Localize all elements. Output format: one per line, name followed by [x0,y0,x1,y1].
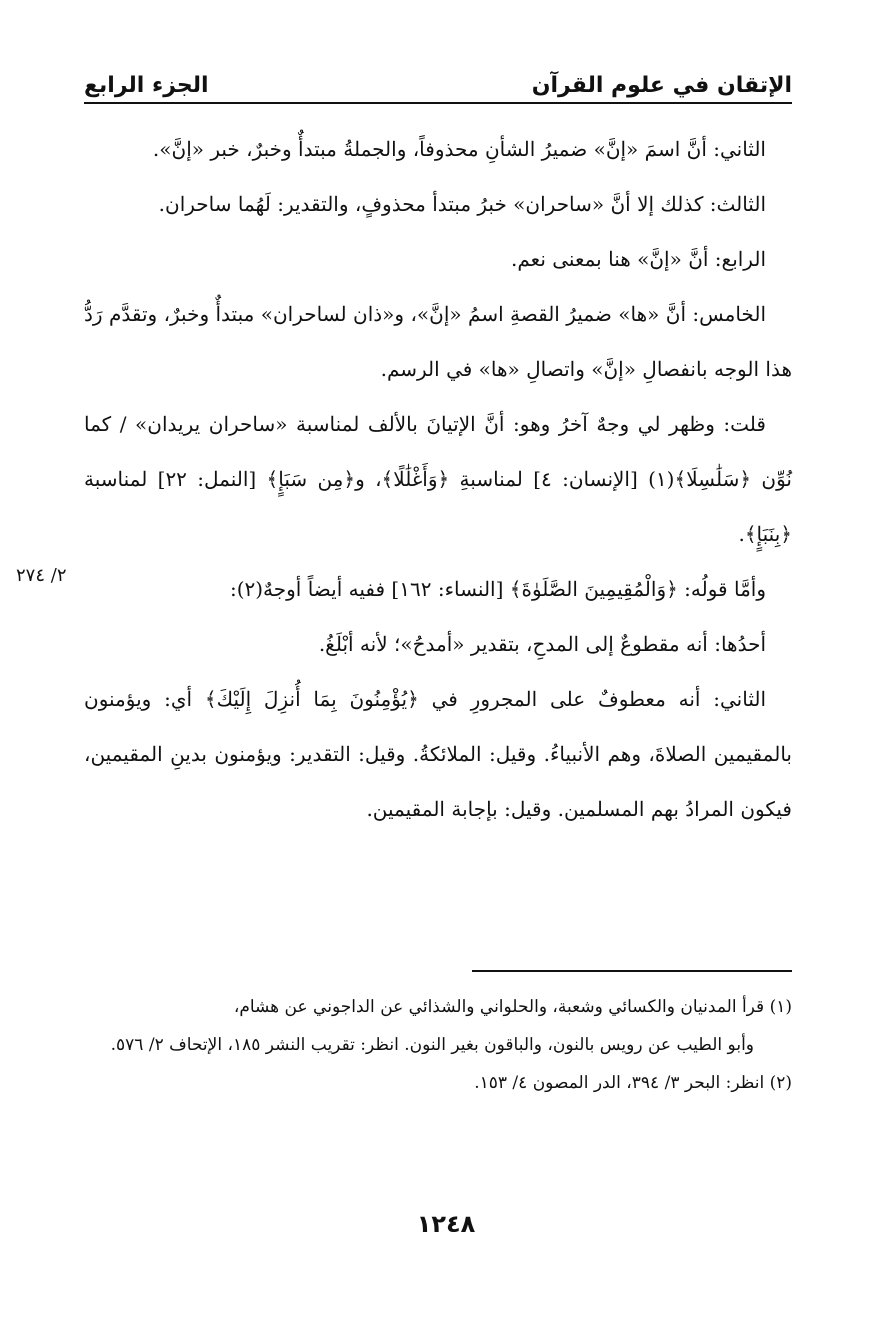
paragraph-5th-opinion: الخامس: أنَّ «ها» ضميرُ القصةِ اسمُ «إنَّ»، و«ذان لساحران» مبتدأٌ وخبرٌ، وتقدَّم رَدُّ هذا الوجه بانفصالِ «إنَّ» واتصالِ «ها» في الرسم. [84,302,792,381]
paragraph-muqimin: وأمَّا قولُه: ﴿وَالْمُقِيمِينَ الصَّلَوٰةَ﴾ [النساء: ١٦٢] ففيه أيضاً أوجهٌ(٢): [229,577,766,601]
paragraph-2nd-opinion: الثاني: أنَّ اسمَ «إنَّ» ضميرُ الشأنِ محذوفاً، والجملةُ مبتدأٌ وخبرٌ، خبر «إنَّ». [152,137,766,161]
paragraph-first-aspect: أحدُها: أنه مقطوعٌ إلى المدحِ، بتقدير «أمدحُ»؛ لأنه أبْلَغُ. [318,632,766,656]
paragraph-3rd-opinion: الثالث: كذلك إلا أنَّ «ساحران» خبرُ مبتدأ محذوفٍ، والتقدير: لَهُما ساحران. [158,192,766,216]
footnote-1-first-line: (١) قرأ المدنيان والكسائي وشعبة، والحلواني والشذائي عن الداجوني عن هشام، [233,997,792,1017]
footnote-1-continuation: وأبو الطيب عن رويس بالنون، والباقون بغير النون. انظر: تقريب النشر ١٨٥، الإتحاف ٢/ ٥٧٦. [110,1035,754,1055]
paragraph-author-view: قلت: وظهر لي وجهٌ آخرُ وهو: أنَّ الإتيانَ بالألف لمناسبة «ساحران يريدان» / كما نُوِّن ﴿سَلَٰسِلَا﴾(١) [الإنسان: ٤] لمناسبةِ ﴿وَأَغْلَٰلًا﴾، و﴿مِن سَبَإٍ﴾ [النمل: ٢٢] لمناسبة ﴿بِنَبَإٍ﴾. [84,412,792,546]
book-title: الإتقان في علوم القرآن [531,73,792,98]
header-rule [84,102,792,104]
footnote-2: (٢) انظر: البحر ٣/ ٣٩٤، الدر المصون ٤/ ١٥٣. [474,1073,792,1093]
volume-label: الجزء الرابع [84,73,209,98]
paragraph-4th-opinion: الرابع: أنَّ «إنَّ» هنا بمعنى نعم. [511,247,766,271]
paragraph-second-aspect: الثاني: أنه معطوفٌ على المجرورِ في ﴿يُؤْمِنُونَ بِمَا أُنزِلَ إِلَيْكَ﴾ أي: ويؤمنون بالمقيمين الصلاةَ، وهم الأنبياءُ. وقيل: الملائكةُ. وقيل: التقدير: ويؤمنون بدينِ المقيمين، فيكون المرادُ بهم المسلمين. وقيل: بإجابة المقيمين. [84,687,792,821]
page-number: ١٢٤٨ [416,1210,476,1238]
main-text [84,122,792,837]
footnotes [84,988,792,1102]
running-header [84,52,792,98]
footnote-rule [472,970,792,972]
margin-manuscript-ref: ٢/ ٢٧٤ [16,565,67,586]
